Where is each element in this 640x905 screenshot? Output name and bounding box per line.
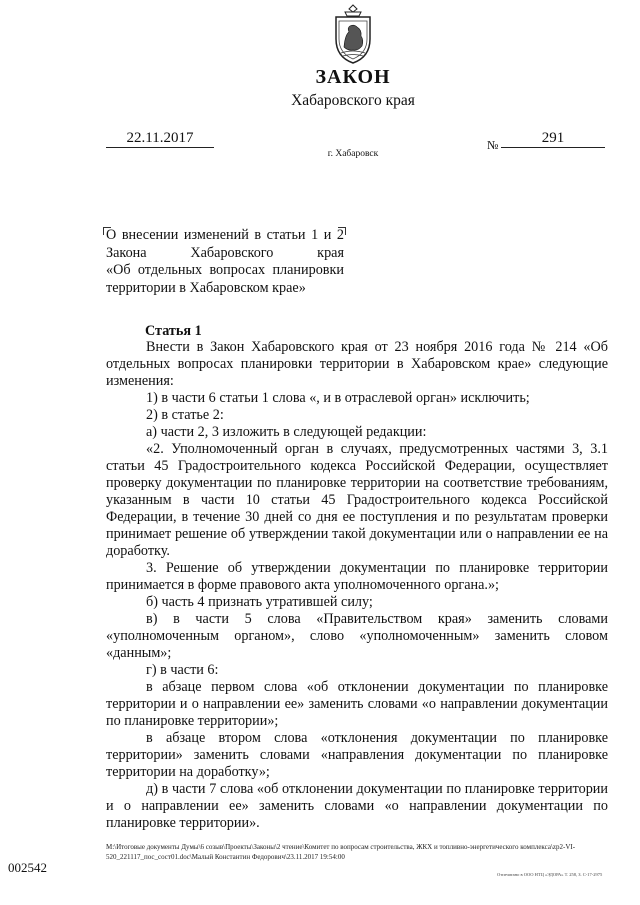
paragraph: Внести в Закон Хабаровского края от 23 ноября 2016 года № 214 «Об отдельных вопросах планировки территории в Хабаровском крае» следующие изменения: xyxy=(106,339,608,389)
city-name: г. Хабаровск xyxy=(327,149,379,159)
document-title: ЗАКОН xyxy=(315,66,391,88)
paragraph: а) части 2, 3 изложить в следующей редакции: xyxy=(146,424,427,440)
article-heading: Статья 1 xyxy=(145,323,202,339)
paragraph: 2) в статье 2: xyxy=(146,407,224,423)
law-number: 291 xyxy=(501,129,605,148)
article-body xyxy=(106,339,608,832)
paragraph: «2. Уполномоченный орган в случаях, предусмотренных частями 3, 3.1 статьи 45 Градостроительного кодекса Российской Федерации, осуществляет проверку документации по планировке территории на соответствие требованиям, указанным в части 10 статьи 45 Градостроительного кодекса Российской Федерации, в течение 30 дней со дня ее поступления и по результатам проверки принимает решение об утверждении такой документации или о направлении ее на доработку. xyxy=(106,441,608,559)
paragraph: в) в части 5 слова «Правительством края» заменить словами «уполномоченным органом», слово «уполномоченным» заменить словом «данным»; xyxy=(106,611,608,661)
law-subject-line: Закона Хабаровского края xyxy=(106,244,344,261)
paragraph: в абзаце втором слова «отклонения документации по планировке территории» заменить словами «направления документации по планировке территории на доработку»; xyxy=(106,730,608,780)
paragraph: д) в части 7 слова «об отклонении документации по планировке территории и о направлении ее» заменить словами «о направлении документации по планировке территории». xyxy=(106,781,608,831)
region-name: Хабаровского края xyxy=(291,92,415,109)
paragraph: 1) в части 6 статьи 1 слова «, и в отраслевой орган» исключить; xyxy=(146,390,530,406)
paragraph: 3. Решение об утверждении документации по планировке территории принимается в форме правового акта уполномоченного органа.»; xyxy=(106,560,608,593)
law-subject xyxy=(106,227,344,297)
law-subject-line: территории в Хабаровском крае» xyxy=(106,279,306,296)
file-path-footer: M:\Итоговые документы Думы\6 созыв\Проекты\Законы\2 чтение\Комитет по вопросам строительства, ЖКХ и топливно-энергетического комплекса\zp2-VI-520_221117_пос_сост01.doc\Малый Константин Федорович\23.11.2017 19:54:00 xyxy=(106,843,576,861)
document-number: 002542 xyxy=(8,860,47,875)
law-subject-line: «Об отдельных вопросах планировки xyxy=(106,262,344,278)
number-label: № xyxy=(487,138,499,152)
paragraph: г) в части 6: xyxy=(146,662,219,678)
paragraph: б) часть 4 признать утратившей силу; xyxy=(146,594,373,610)
law-date: 22.11.2017 xyxy=(106,129,214,148)
law-subject-line: О внесении изменений в статьи 1 и 2 xyxy=(106,227,344,243)
paragraph: в абзаце первом слова «об отклонении документации по планировке территории и о направлении ее» заменить словами «о направлении документации по планировке территории»; xyxy=(106,679,608,729)
coat-of-arms-icon xyxy=(330,3,376,65)
printer-note: Отпечатано в ООО НТЦ «ЭДОРА» Т. 258, З. С-17-2975 xyxy=(497,872,603,877)
